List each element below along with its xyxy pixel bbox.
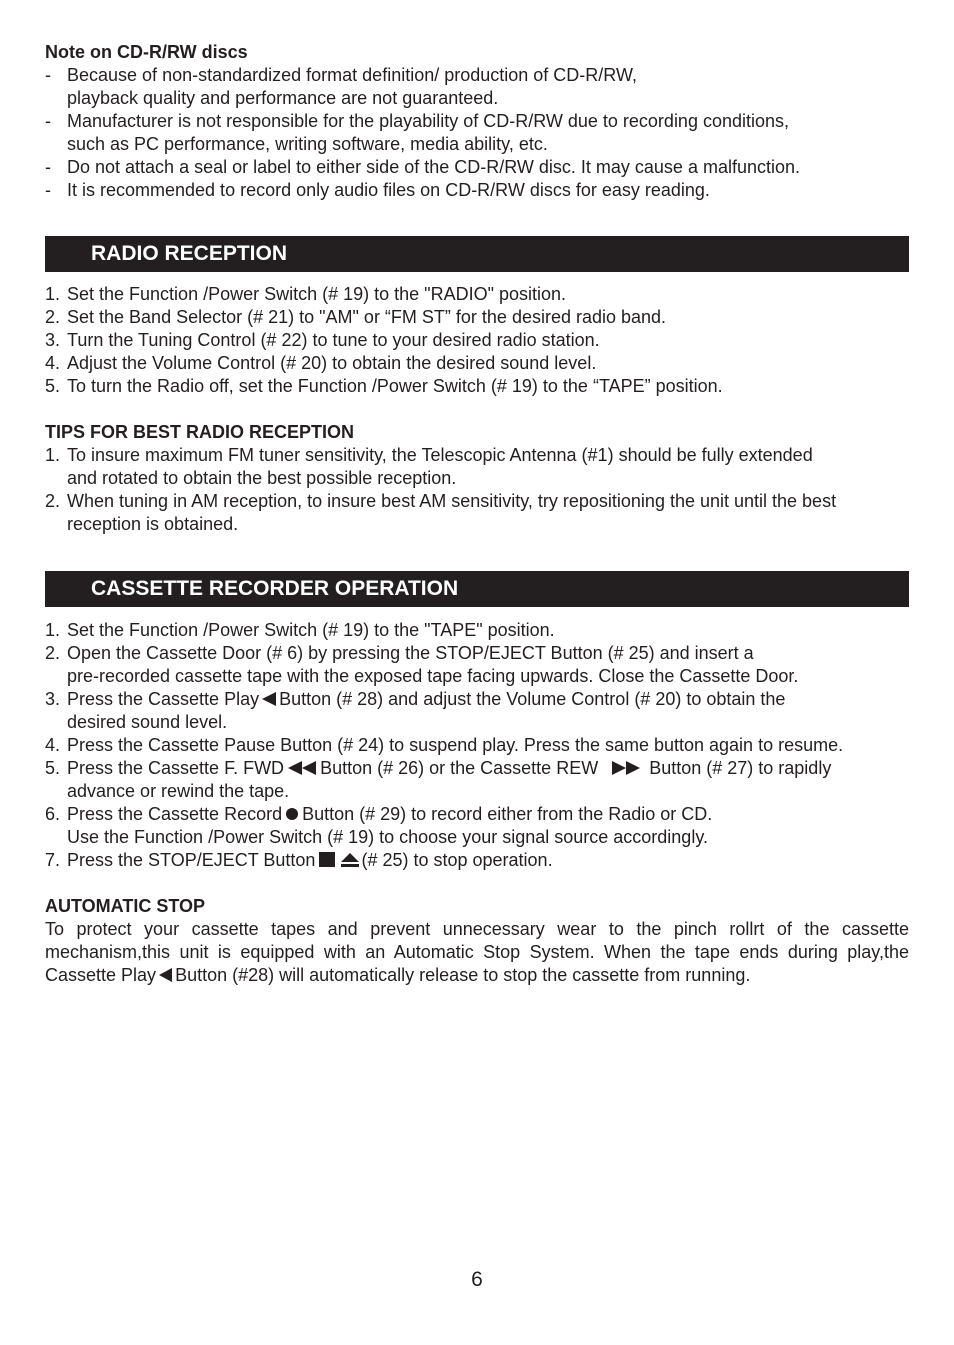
autostop-paragraph — [45, 918, 909, 987]
radio-section — [45, 236, 909, 398]
text-segment: Button (# 29) to record either from the Radio or CD. — [302, 804, 713, 824]
step-number: 1. — [45, 284, 61, 304]
text-line: Open the Cassette Door (# 6) by pressing the STOP/EJECT Button (# 25) and insert a — [67, 643, 754, 663]
list-item — [45, 757, 909, 803]
text-line: such as PC performance, writing software, media ability, etc. — [67, 134, 548, 154]
step-number: 2. — [45, 491, 61, 511]
tips-heading: TIPS FOR BEST RADIO RECEPTION — [45, 422, 355, 442]
text-line: and rotated to obtain the best possible reception. — [67, 468, 457, 488]
cassette-banner: CASSETTE RECORDER OPERATION — [45, 571, 909, 607]
text-segment: Button (# 27) to rapidly — [649, 758, 832, 778]
text-line: Because of non-standardized format definition/ production of CD-R/RW, — [67, 65, 637, 85]
list-item — [45, 734, 909, 757]
record-icon — [286, 808, 298, 820]
text-line: Manufacturer is not responsible for the playability of CD-R/RW due to recording conditions, — [67, 111, 790, 131]
step-text: Set the Band Selector (# 21) to "AM" or “FM ST” for the desired radio band. — [67, 307, 667, 327]
bullet-dash: - — [45, 180, 51, 200]
step-text — [67, 642, 909, 688]
step-text — [67, 803, 909, 849]
step-number: 3. — [45, 330, 61, 350]
step-number: 1. — [45, 445, 61, 465]
eject-icon — [341, 853, 359, 867]
step-text — [67, 849, 909, 872]
text-line: playback quality and performance are not guaranteed. — [67, 88, 499, 108]
list-item — [45, 688, 909, 734]
eject-icon-bar — [341, 864, 359, 867]
step-text: To turn the Radio off, set the Function /Power Switch (# 19) to the “TAPE” position. — [67, 376, 723, 396]
cdrw-note-list — [45, 64, 909, 202]
step-number: 5. — [45, 376, 61, 396]
step-text — [67, 688, 909, 734]
text-line: advance or rewind the tape. — [67, 781, 290, 801]
list-item — [45, 444, 909, 490]
tips-section — [45, 421, 909, 536]
list-item — [45, 803, 909, 849]
step-text — [67, 444, 909, 490]
list-item — [45, 179, 909, 202]
list-item — [45, 329, 909, 352]
step-number: 7. — [45, 850, 61, 870]
page-number: 6 — [471, 1268, 483, 1291]
step-text: Set the Function /Power Switch (# 19) to the "RADIO" position. — [67, 284, 567, 304]
step-text — [67, 757, 909, 803]
text-segment: Press the Cassette F. FWD — [67, 758, 285, 778]
cassette-steps — [45, 619, 909, 872]
list-item — [45, 490, 909, 536]
fast-forward-icon-arrow — [302, 761, 316, 775]
text-line: Use the Function /Power Switch (# 19) to choose your signal source accordingly. — [67, 827, 708, 847]
text-line: reception is obtained. — [67, 514, 239, 534]
text-segment: Press the Cassette Record — [67, 804, 283, 824]
list-item — [45, 619, 909, 642]
step-text: Adjust the Volume Control (# 20) to obtain the desired sound level. — [67, 353, 597, 373]
list-item-text — [67, 110, 909, 156]
list-item — [45, 849, 909, 872]
step-text: Turn the Tuning Control (# 22) to tune to your desired radio station. — [67, 330, 600, 350]
play-icon — [159, 968, 172, 982]
text-segment: Press the Cassette Play — [67, 689, 260, 709]
text-segment: Button (# 28) and adjust the Volume Control (# 20) to obtain the — [279, 689, 786, 709]
step-number: 1. — [45, 620, 61, 640]
rewind-icon — [612, 761, 640, 775]
step-number: 4. — [45, 353, 61, 373]
text-segment: (# 25) to stop operation. — [361, 850, 553, 870]
text-line: It is recommended to record only audio files on CD-R/RW discs for easy reading. — [67, 180, 710, 200]
text-line: To insure maximum FM tuner sensitivity, the Telescopic Antenna (#1) should be fully extended — [67, 445, 813, 465]
text-segment: Button (#28) will automatically release to stop the cassette from running. — [175, 965, 751, 985]
cdrw-note-section — [45, 41, 909, 202]
list-item — [45, 375, 909, 398]
cassette-section — [45, 571, 909, 872]
autostop-heading: AUTOMATIC STOP — [45, 896, 206, 916]
step-number: 2. — [45, 643, 61, 663]
play-icon — [262, 692, 276, 706]
list-item-text — [67, 64, 909, 110]
page-content — [45, 41, 909, 987]
list-item — [45, 156, 909, 179]
list-item — [45, 352, 909, 375]
step-number: 6. — [45, 804, 61, 824]
text-line: pre-recorded cassette tape with the exposed tape facing upwards. Close the Cassette Door. — [67, 666, 799, 686]
bullet-dash: - — [45, 111, 51, 131]
radio-banner: RADIO RECEPTION — [45, 236, 909, 272]
step-number: 2. — [45, 307, 61, 327]
rewind-icon-arrow — [626, 761, 640, 775]
step-number: 4. — [45, 735, 61, 755]
eject-icon-triangle — [341, 853, 359, 862]
text-segment: Press the STOP/EJECT Button — [67, 850, 316, 870]
step-text — [67, 490, 909, 536]
text-segment: Button (# 26) or the Cassette REW — [320, 758, 599, 778]
cdrw-note-heading: Note on CD-R/RW discs — [45, 42, 248, 62]
radio-steps — [45, 283, 909, 398]
list-item — [45, 306, 909, 329]
text-line: Do not attach a seal or label to either side of the CD-R/RW disc. It may cause a malfunction. — [67, 157, 801, 177]
step-number: 3. — [45, 689, 61, 709]
autostop-section — [45, 895, 909, 987]
bullet-dash: - — [45, 65, 51, 85]
list-item — [45, 283, 909, 306]
text-line: desired sound level. — [67, 712, 228, 732]
step-text: Press the Cassette Pause Button (# 24) to suspend play. Press the same button again to resume. — [67, 735, 844, 755]
list-item — [45, 642, 909, 688]
stop-icon — [319, 852, 335, 867]
text-line: When tuning in AM reception, to insure best AM sensitivity, try repositioning the unit until the best — [67, 491, 837, 511]
step-number: 5. — [45, 758, 61, 778]
rewind-icon-arrow — [612, 761, 626, 775]
list-item — [45, 64, 909, 110]
tips-steps — [45, 444, 909, 536]
fast-forward-icon-arrow — [288, 761, 302, 775]
step-text: Set the Function /Power Switch (# 19) to the "TAPE" position. — [67, 620, 555, 640]
bullet-dash: - — [45, 157, 51, 177]
text-segment: To protect your cassette tapes and prevent unnecessary wear to the pinch rollrt of the cassette mechanism,this unit is equipped with an Automatic Stop System. When the tape ends during play,the Cassette Play — [45, 919, 909, 985]
fast-forward-icon — [288, 761, 316, 775]
list-item — [45, 110, 909, 156]
